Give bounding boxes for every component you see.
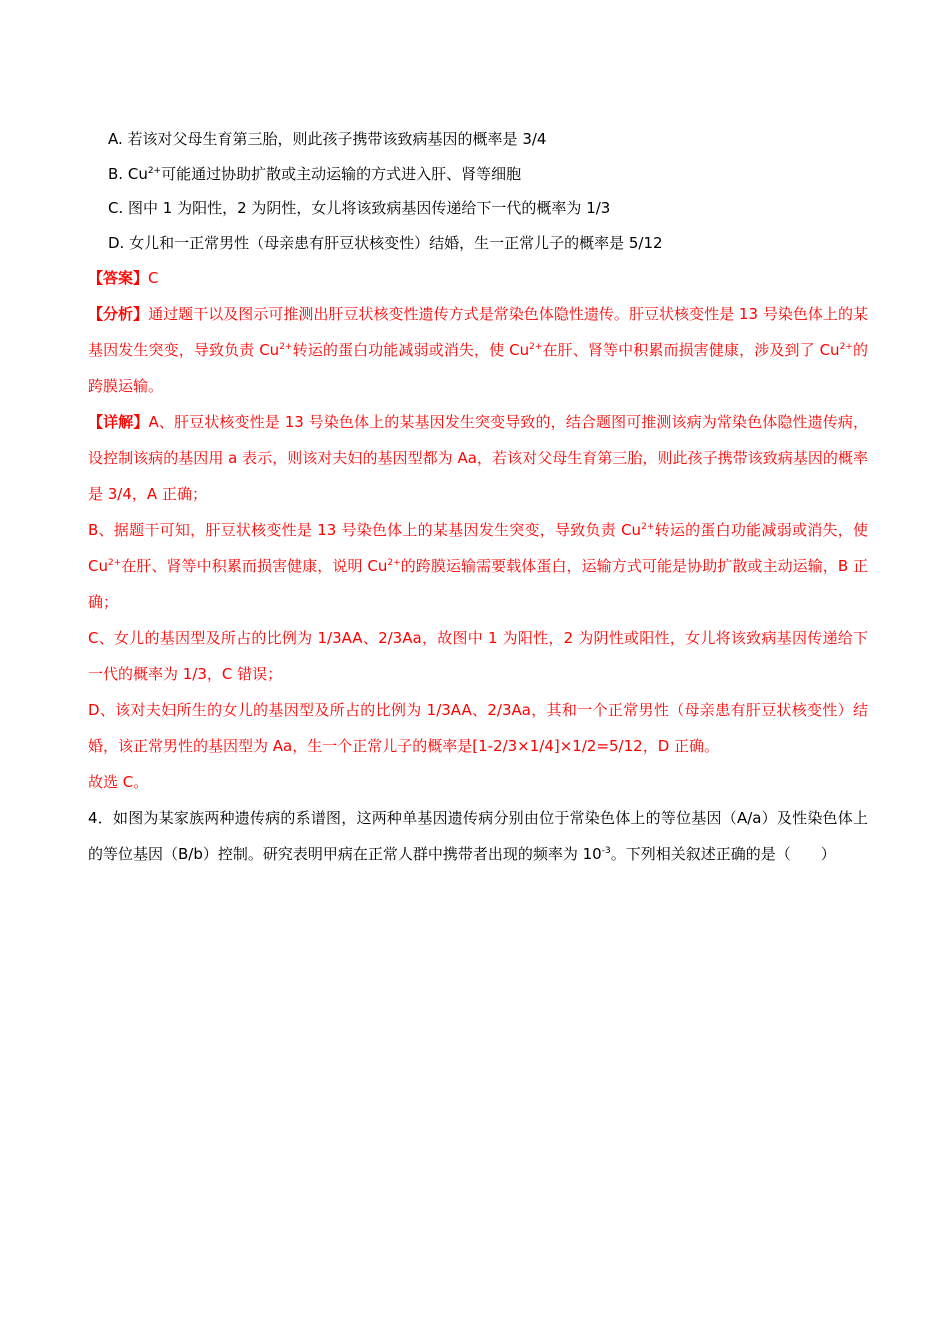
question-number: 4．: [88, 809, 113, 827]
question-text: 如图为某家族两种遗传病的系谱图，这两种单基因遗传病分别由位于常染色体上的等位基因（A/a）及性染色体上的等位基因（B/b）控制。研究表明甲病在正常人群中携带者出现的频率为: [88, 809, 868, 863]
document-content: [88, 122, 868, 872]
option-a: [88, 122, 868, 157]
answer-line: [88, 260, 868, 296]
frequency-base: 10: [582, 845, 602, 863]
conclusion-text: 故选 C。: [88, 773, 149, 791]
answer-value: C: [148, 269, 159, 287]
detail-text: 的跨膜运输需要载体蛋白，运输方式可能是协助扩散或主动运输，B 正确；: [88, 557, 868, 611]
cu-charge: 2+: [147, 165, 162, 176]
cu-charge: 2+: [839, 342, 853, 352]
option-letter: A.: [108, 130, 123, 148]
option-text: [128, 165, 521, 183]
cu-symbol: Cu: [819, 341, 840, 359]
option-c: [88, 191, 868, 226]
option-d: [88, 226, 868, 261]
frequency-exponent: -3: [601, 846, 611, 856]
option-body: 可能通过协助扩散或主动运输的方式进入肝、肾等细胞: [161, 164, 522, 183]
option-b: [88, 157, 868, 192]
detail-text-a: A、肝豆状核变性是 13 号染色体上的某基因发生突变导致的，结合题图可推测该病为常染色体隐性遗传病，设控制该病的基因用 a 表示，则该对夫妇的基因型都为 Aa，若该对父母生育第三胎，则此孩子携带该致病基因的概率是 3/4，A 正确；: [88, 413, 868, 503]
answer-tag: 【答案】: [88, 269, 149, 287]
option-text: 女儿和一正常男性（母亲患有肝豆状核变性）结婚，生一正常儿子的概率是 5/12: [129, 233, 663, 252]
cu-charge: 2+: [279, 342, 293, 352]
analysis-text: 转运的蛋白功能减弱或消失，使: [292, 341, 510, 359]
cu-symbol: Cu: [621, 521, 642, 539]
detail-paragraph-c: [88, 620, 868, 692]
detail-text-d: D、该对夫妇所生的女儿的基因型及所占的比例为 1/3AA、2/3Aa，其和一个正常男性（母亲患有肝豆状核变性）结婚，该正常男性的基因型为 Aa，生一个正常儿子的概率是[1-2/3×1/4]×1/2=5/12，D 正确。: [88, 701, 868, 755]
detail-text: B、据题干可知，肝豆状核变性是 13 号染色体上的某基因发生突变，导致负责: [88, 521, 622, 539]
detail-tag: 【详解】: [88, 413, 149, 431]
option-text: 若该对父母生育第三胎，则此孩子携带该致病基因的概率是 3/4: [127, 130, 547, 148]
cu-symbol: Cu: [509, 341, 530, 359]
cu-charge: 2+: [641, 522, 655, 532]
option-letter: C.: [108, 199, 124, 217]
detail-text: 在肝、肾等中积累而损害健康，说明: [121, 557, 368, 575]
cu-symbol: Cu: [88, 557, 108, 575]
analysis-text: 的跨膜运输。: [88, 341, 868, 395]
analysis-text: 通过题干以及图示可推测出肝豆状核变性遗传方式是常染色体隐性遗传。肝豆状核变性是 13 号染色体上的某基因发生突变，导致负责: [88, 305, 868, 359]
cu-charge: 2+: [107, 558, 122, 568]
detail-text: 转运的蛋白功能减弱或消失，使: [654, 521, 868, 539]
detail-text-c: C、女儿的基因型及所占的比例为 1/3AA、2/3Aa，故图中 1 为阳性，2 为阴性或阳性，女儿将该致病基因传递给下一代的概率为 1/3，C 错误；: [88, 629, 868, 683]
option-text: 图中 1 为阳性，2 为阴性，女儿将该致病基因传递给下一代的概率为 1/3: [128, 199, 611, 217]
cu-charge: 2+: [387, 558, 401, 568]
detail-paragraph-d: [88, 692, 868, 764]
analysis-tag: 【分析】: [88, 305, 149, 323]
analysis-paragraph: [88, 296, 868, 404]
detail-paragraph-a: [88, 404, 868, 512]
question-text: 。下列相关叙述正确的是（ ）: [610, 845, 836, 863]
analysis-text: 在肝、肾等中积累而损害健康，涉及到了: [542, 341, 820, 359]
option-letter: B.: [108, 164, 124, 183]
conclusion-line: [88, 764, 868, 800]
detail-paragraph-b: [88, 512, 868, 620]
cu-symbol: Cu: [259, 341, 280, 359]
cu-symbol: Cu: [127, 164, 148, 183]
cu-symbol: Cu: [367, 557, 388, 575]
option-letter: D.: [108, 233, 125, 252]
cu-charge: 2+: [529, 342, 543, 352]
question-4: [88, 800, 868, 872]
